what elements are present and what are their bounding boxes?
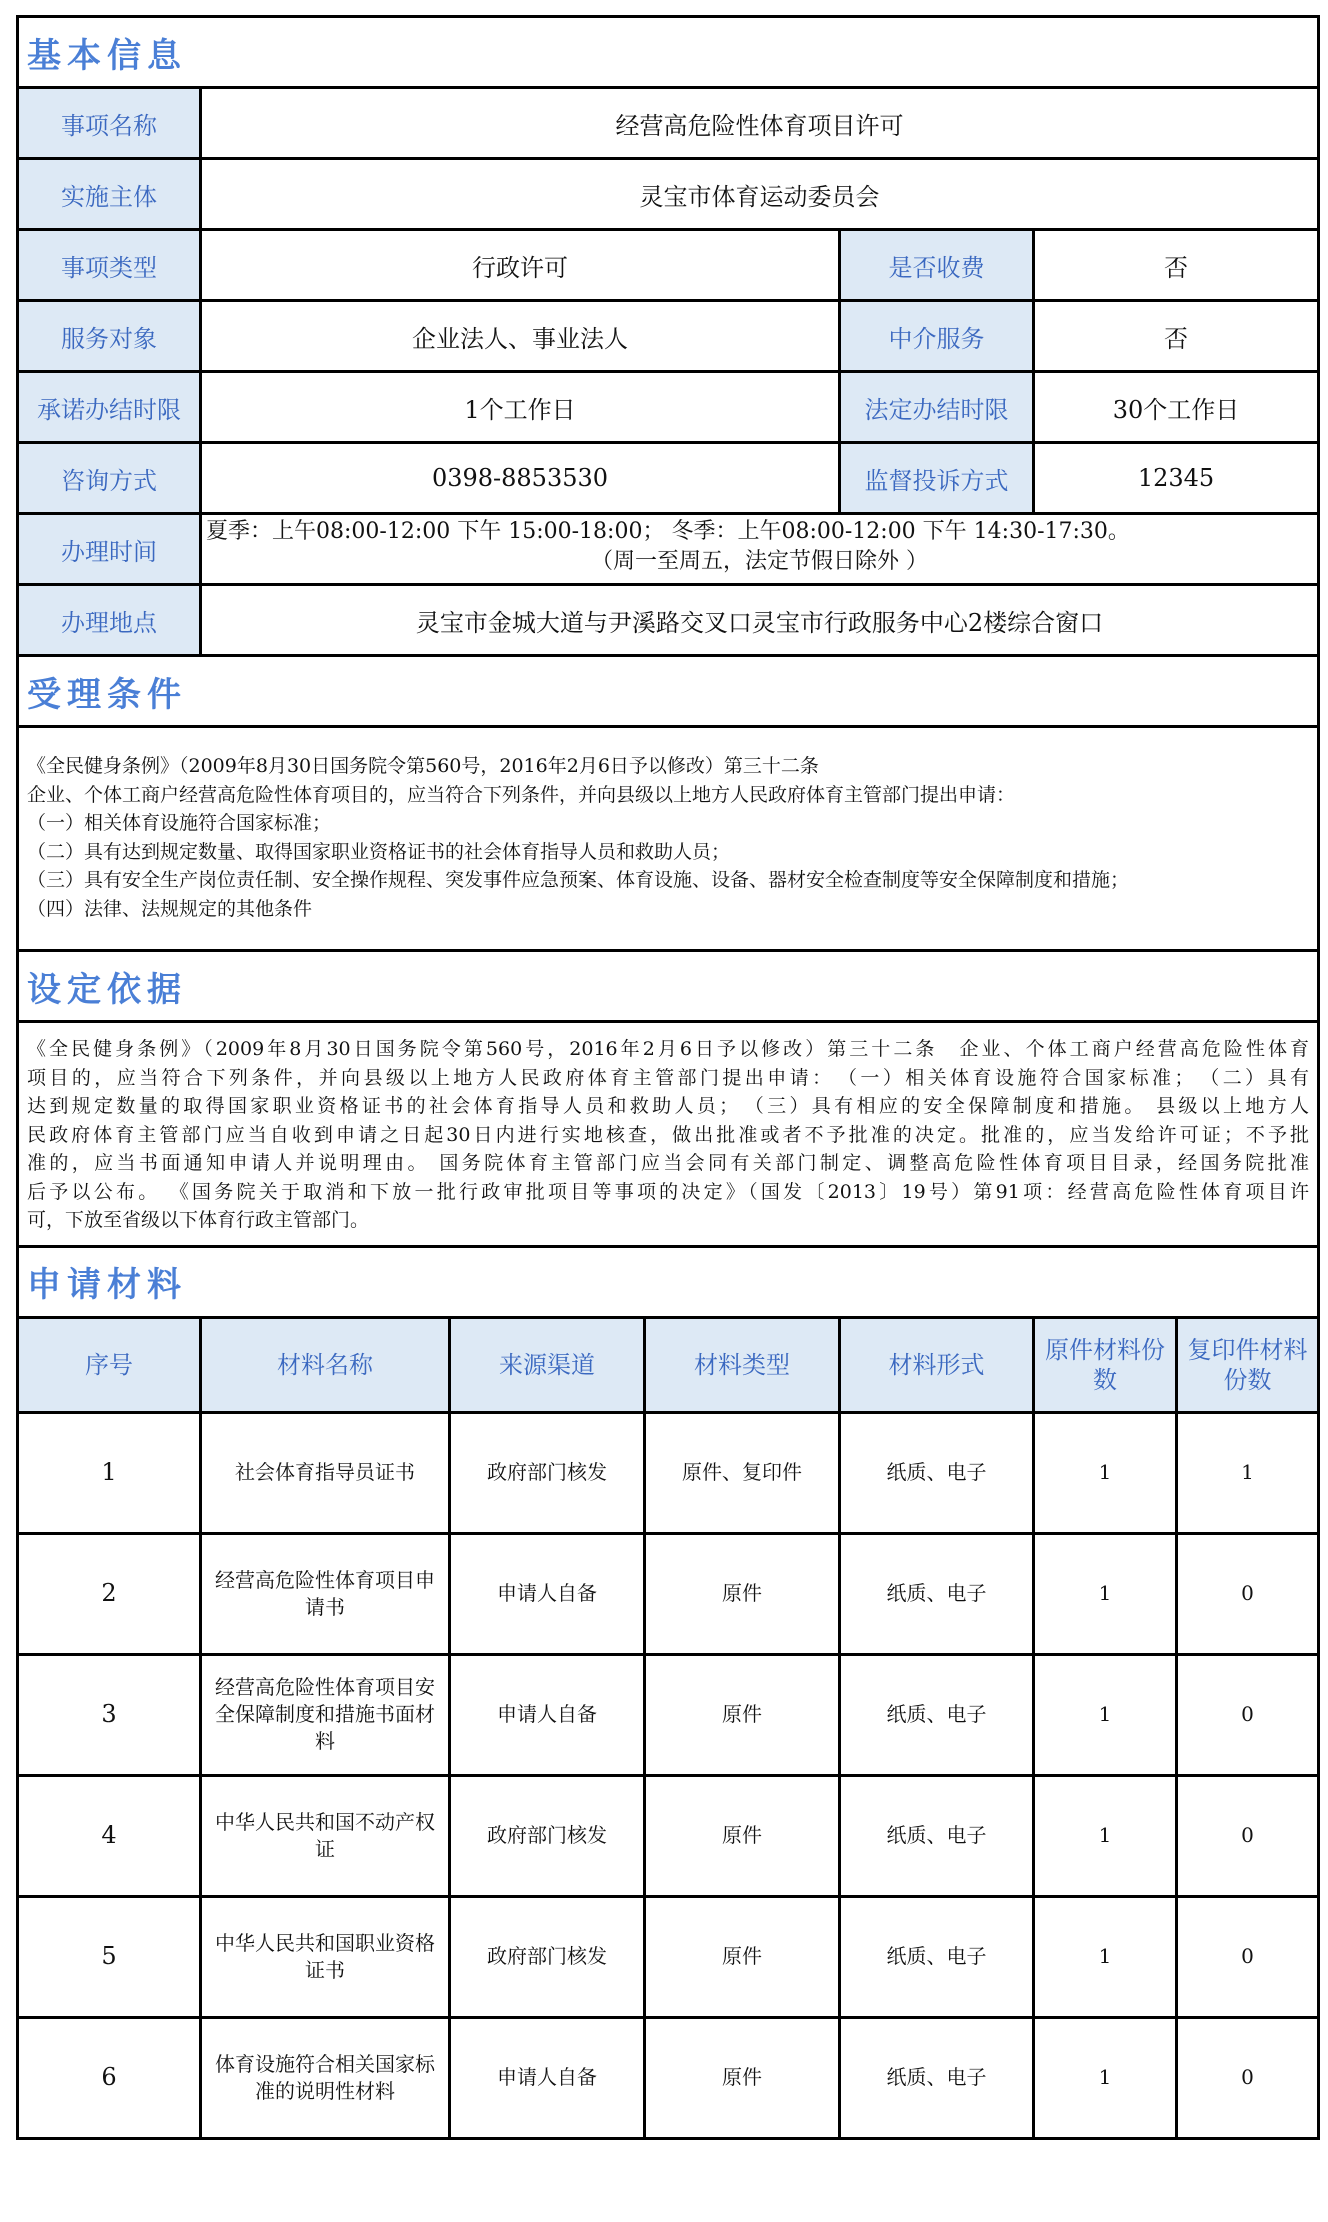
material-no: 4: [18, 1775, 201, 1896]
service-item-table: [16, 15, 1320, 2140]
material-copies: 0: [1177, 1775, 1319, 1896]
material-source: 政府部门核发: [450, 1896, 645, 2017]
label-item-type: 事项类型: [18, 230, 201, 301]
header-source: 来源渠道: [450, 1317, 645, 1412]
material-type: 原件: [645, 1775, 840, 1896]
section-title-materials: 申请材料: [18, 1246, 1319, 1317]
material-originals: 1: [1034, 1775, 1177, 1896]
materials-header-row: [18, 1317, 1319, 1412]
value-fee: 否: [1034, 230, 1319, 301]
basis-line: 后予以公布。 《国务院关于取消和下放一批行政审批项目等事项的决定》（国发〔2013〕19号）第91项：经营高危险性体育项目许: [27, 1180, 1310, 1203]
row-implementer: [18, 159, 1319, 230]
material-row: [18, 1412, 1319, 1533]
material-no: 3: [18, 1654, 201, 1775]
label-complaint: 监督投诉方式: [840, 443, 1034, 514]
value-location: 灵宝市金城大道与尹溪路交叉口灵宝市行政服务中心2楼综合窗口: [201, 585, 1319, 656]
conditions-body: [18, 727, 1319, 951]
label-location: 办理地点: [18, 585, 201, 656]
label-promised-limit: 承诺办结时限: [18, 372, 201, 443]
material-no: 1: [18, 1412, 201, 1533]
material-name: 经营高危险性体育项目安全保障制度和措施书面材料: [201, 1654, 450, 1775]
conditions-line: 《全民健身条例》（2009年8月30日国务院令第560号，2016年2月6日予以修改）第三十二条: [27, 755, 819, 777]
material-type: 原件: [645, 2017, 840, 2138]
material-copies: 0: [1177, 1654, 1319, 1775]
label-intermediary: 中介服务: [840, 301, 1034, 372]
basis-line: 项目的，应当符合下列条件，并向县级以上地方人民政府体育主管部门提出申请： （一）相关体育设施符合国家标准； （二）具有: [27, 1066, 1310, 1089]
material-source: 申请人自备: [450, 1654, 645, 1775]
material-source: 政府部门核发: [450, 1775, 645, 1896]
material-name: 中华人民共和国职业资格证书: [201, 1896, 450, 2017]
value-complaint: 12345: [1034, 443, 1319, 514]
row-hours: [18, 514, 1319, 585]
header-type: 材料类型: [645, 1317, 840, 1412]
material-name: 体育设施符合相关国家标准的说明性材料: [201, 2017, 450, 2138]
row-contact: [18, 443, 1319, 514]
material-source: 申请人自备: [450, 2017, 645, 2138]
material-copies: 0: [1177, 2017, 1319, 2138]
hours-line-1: 夏季：上午08:00-12:00 下午 15:00-18:00； 冬季：上午08:00-12:00 下午 14:30-17:30。: [206, 519, 1130, 544]
row-location: [18, 585, 1319, 656]
basis-body: [18, 1022, 1319, 1247]
section-title-basis: 设定依据: [18, 951, 1319, 1022]
row-item-name: [18, 88, 1319, 159]
conditions-line: 企业、个体工商户经营高危险性体育项目的，应当符合下列条件，并向县级以上地方人民政府体育主管部门提出申请：: [27, 783, 1016, 806]
material-originals: 1: [1034, 1412, 1177, 1533]
value-intermediary: 否: [1034, 301, 1319, 372]
material-name: 经营高危险性体育项目申请书: [201, 1533, 450, 1654]
basis-line: 可，下放至省级以下体育行政主管部门。: [27, 1209, 370, 1231]
value-promised-limit: 1个工作日: [201, 372, 840, 443]
value-implementer: 灵宝市体育运动委员会: [201, 159, 1319, 230]
conditions-line: （二）具有达到规定数量、取得国家职业资格证书的社会体育指导人员和救助人员；: [27, 840, 731, 863]
material-copies: 0: [1177, 1533, 1319, 1654]
material-name: 社会体育指导员证书: [201, 1412, 450, 1533]
label-fee: 是否收费: [840, 230, 1034, 301]
value-hours: [201, 514, 1319, 585]
material-copies: 0: [1177, 1896, 1319, 2017]
service-item-document: [16, 15, 1317, 2140]
label-hours: 办理时间: [18, 514, 201, 585]
section-title-basic-info: 基本信息: [18, 17, 1319, 88]
value-consult-phone: 0398-8853530: [201, 443, 840, 514]
material-source: 申请人自备: [450, 1533, 645, 1654]
material-form: 纸质、电子: [840, 1775, 1034, 1896]
material-originals: 1: [1034, 1533, 1177, 1654]
value-item-name: 经营高危险性体育项目许可: [201, 88, 1319, 159]
material-name: 中华人民共和国不动产权证: [201, 1775, 450, 1896]
conditions-line: （一）相关体育设施符合国家标准；: [27, 812, 332, 834]
material-row: [18, 1775, 1319, 1896]
basis-line: 准的，应当书面通知申请人并说明理由。 国务院体育主管部门应当会同有关部门制定、调整高危险性体育项目目录，经国务院批准: [27, 1152, 1310, 1174]
row-time-limit: [18, 372, 1319, 443]
material-row: [18, 1533, 1319, 1654]
material-row: [18, 1654, 1319, 1775]
header-no: 序号: [18, 1317, 201, 1412]
material-row: [18, 2017, 1319, 2138]
header-form: 材料形式: [840, 1317, 1034, 1412]
label-service-target: 服务对象: [18, 301, 201, 372]
material-type: 原件、复印件: [645, 1412, 840, 1533]
label-implementer: 实施主体: [18, 159, 201, 230]
material-no: 5: [18, 1896, 201, 2017]
value-service-target: 企业法人、事业法人: [201, 301, 840, 372]
material-originals: 1: [1034, 1896, 1177, 2017]
header-originals: 原件材料份数: [1034, 1317, 1177, 1412]
material-form: 纸质、电子: [840, 1654, 1034, 1775]
material-originals: 1: [1034, 1654, 1177, 1775]
basis-line: 《全民健身条例》（2009年8月30日国务院令第560号，2016年2月6日予以修改）第三十二条 企业、个体工商户经营高危险性体育: [27, 1038, 1310, 1060]
header-copies: 复印件材料份数: [1177, 1317, 1319, 1412]
basis-line: 达到规定数量的取得国家职业资格证书的社会体育指导人员和救助人员； （三）具有相应的安全保障制度和措施。 县级以上地方人: [27, 1095, 1310, 1117]
conditions-line: （四）法律、法规规定的其他条件: [27, 897, 313, 920]
material-source: 政府部门核发: [450, 1412, 645, 1533]
label-legal-limit: 法定办结时限: [840, 372, 1034, 443]
material-type: 原件: [645, 1533, 840, 1654]
material-originals: 1: [1034, 2017, 1177, 2138]
material-form: 纸质、电子: [840, 2017, 1034, 2138]
material-no: 6: [18, 2017, 201, 2138]
header-name: 材料名称: [201, 1317, 450, 1412]
material-form: 纸质、电子: [840, 1412, 1034, 1533]
hours-line-2: （周一至周五，法定节假日除外 ）: [591, 549, 929, 574]
material-type: 原件: [645, 1896, 840, 2017]
material-copies: 1: [1177, 1412, 1319, 1533]
section-title-conditions: 受理条件: [18, 656, 1319, 727]
row-service-target: [18, 301, 1319, 372]
material-form: 纸质、电子: [840, 1533, 1034, 1654]
value-item-type: 行政许可: [201, 230, 840, 301]
material-row: [18, 1896, 1319, 2017]
material-form: 纸质、电子: [840, 1896, 1034, 2017]
label-item-name: 事项名称: [18, 88, 201, 159]
label-consult: 咨询方式: [18, 443, 201, 514]
row-item-type: [18, 230, 1319, 301]
material-type: 原件: [645, 1654, 840, 1775]
material-no: 2: [18, 1533, 201, 1654]
conditions-line: （三）具有安全生产岗位责任制、安全操作规程、突发事件应急预案、体育设施、设备、器材安全检查制度等安全保障制度和措施；: [27, 869, 1130, 891]
basis-line: 民政府体育主管部门应当自收到申请之日起30日内进行实地核查，做出批准或者不予批准的决定。批准的，应当发给许可证；不予批: [27, 1123, 1310, 1146]
value-legal-limit: 30个工作日: [1034, 372, 1319, 443]
